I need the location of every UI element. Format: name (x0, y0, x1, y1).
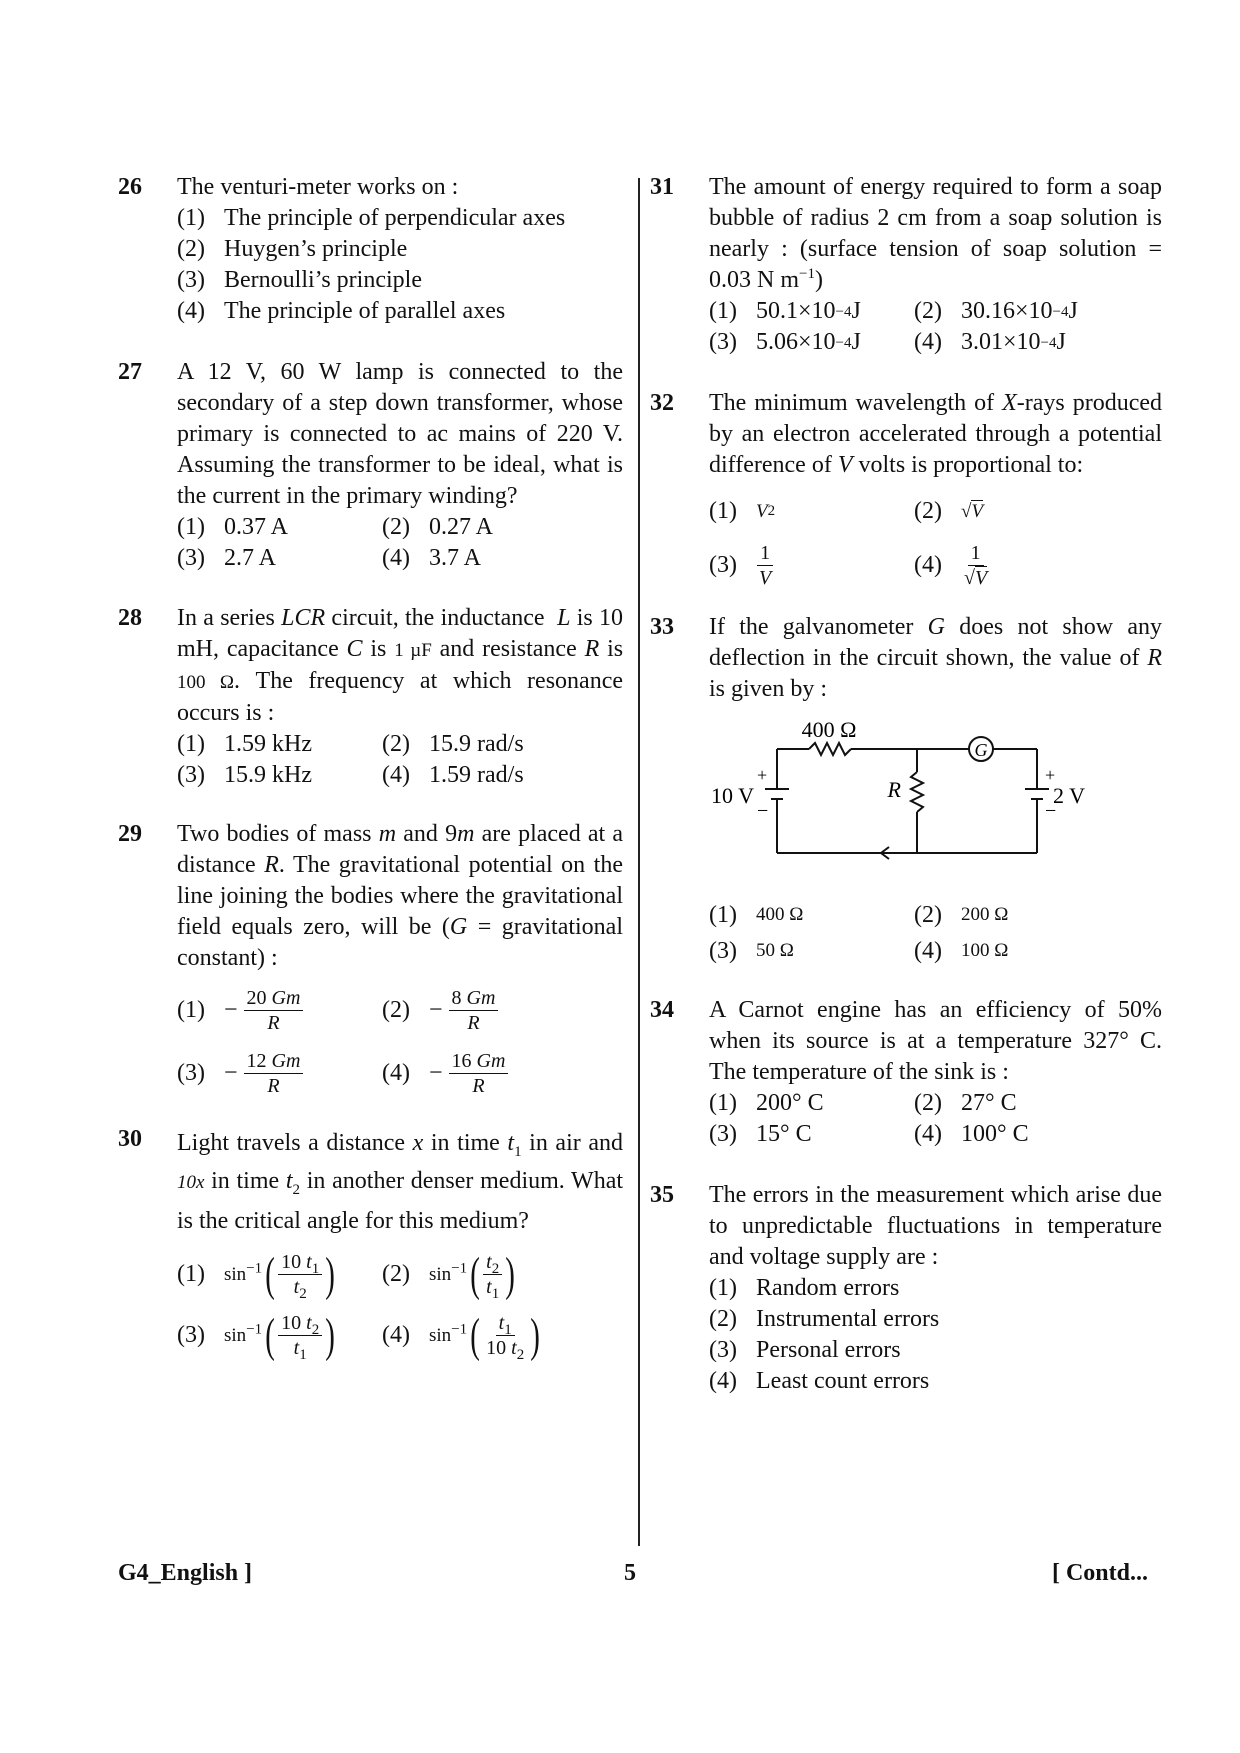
options-grid (177, 512, 623, 574)
minus-left: − (757, 800, 769, 822)
fraction: $\frac{16 Gm}{R}$ (449, 1049, 509, 1098)
option-3[interactable]: (3) 15.9 kHz (177, 762, 312, 788)
option-1[interactable]: (1) 400 Ω (709, 902, 804, 928)
question-number: 29 (118, 821, 142, 847)
question-number: 33 (650, 614, 674, 640)
options-grid (709, 491, 1162, 590)
fraction: $\frac{8 Gm}{R}$ (449, 986, 499, 1035)
option-3[interactable]: (3) 50 Ω (709, 938, 794, 964)
footer-right: [ Contd... (1051, 1560, 1148, 1586)
option-4[interactable]: (4) The principle of parallel axes (177, 298, 506, 324)
option-2[interactable]: (2) Instrumental errors (709, 1306, 940, 1332)
question-number: 34 (650, 997, 674, 1023)
fraction: $\frac{12 Gm}{R}$ (244, 1049, 304, 1098)
option-4[interactable]: (4) 100 Ω (914, 938, 1009, 964)
option-3[interactable]: (3) 15° C (709, 1121, 812, 1147)
option-1[interactable]: (1) 0.37 A (177, 514, 289, 540)
fraction: $\frac{t_1}{10 t_2}$ (486, 1312, 525, 1363)
option-2[interactable]: (2) 30.16×10 −4 J (914, 298, 1078, 324)
question-30 (118, 1124, 624, 1363)
option-3[interactable]: (3) Personal errors (709, 1337, 901, 1363)
question-stem: If the galvanometer G does not show any deflection in the circuit shown, the value of R is given by : (709, 614, 1162, 702)
page-number: 5 (624, 1560, 636, 1586)
option-4[interactable]: (4) − $\frac{16 Gm}{R}$ (382, 1049, 623, 1098)
option-3[interactable]: (3) $\sin^{-1}$ ( $\frac{10 t_2}{t_1}$ ) (177, 1308, 335, 1363)
question-32 (650, 388, 1162, 590)
option-4[interactable]: (4) $\sin^{-1}$ ( $\frac{t_1}{10 t_2}$ ) (382, 1308, 540, 1363)
question-number: 31 (650, 174, 674, 200)
option-2[interactable]: (2) 27° C (914, 1090, 1017, 1116)
question-number: 35 (650, 1182, 674, 1208)
question-26 (118, 172, 623, 327)
options-grid (177, 986, 623, 1098)
question-27 (118, 357, 623, 574)
option-2[interactable]: (2) Huygen’s principle (177, 236, 408, 262)
plus-right: + (1045, 765, 1056, 785)
option-3[interactable]: (3) 5.06×10 −4 J (709, 329, 861, 355)
question-number: 26 (118, 174, 142, 200)
option-4[interactable]: (4) $\frac{1}{√V}$ (914, 541, 1162, 590)
question-stem: Light travels a distance x in time $t_1$ in air and 10x in time $t_2$ in another denser medium. What is the critical angle for this medium? (177, 1130, 624, 1234)
option-2[interactable]: (2) 15.9 rad/s (382, 731, 524, 757)
question-number: 28 (118, 605, 142, 631)
fraction: $\frac{1}{√V}$ (964, 542, 988, 589)
question-stem: Two bodies of mass m and 9m are placed at a distance R. The gravitational potential on the line joining the bodies where the gravitational field equals zero, will be (G = gravitational constant) : (177, 821, 624, 971)
option-4[interactable]: (4) 100° C (914, 1121, 1029, 1147)
options-grid (709, 897, 1162, 969)
question-stem: The errors in the measurement which arise due to unpredictable fluctuations in temperature and voltage supply are : (709, 1182, 1162, 1270)
option-2[interactable]: (2) − $\frac{8 Gm}{R}$ (382, 986, 623, 1035)
options-grid (177, 729, 623, 791)
question-stem: A Carnot engine has an efficiency of 50% when its source is at a temperature 327° C. The temperature of the sink is : (709, 997, 1162, 1085)
battery-right-label: 2 V (1053, 783, 1085, 808)
circuit-diagram (649, 717, 1085, 887)
option-1[interactable]: (1) − $\frac{20 Gm}{R}$ (177, 986, 382, 1035)
question-number: 32 (650, 390, 674, 416)
option-1[interactable]: (1) 200° C (709, 1090, 824, 1116)
question-number: 27 (118, 359, 142, 385)
question-stem: The amount of energy required to form a soap bubble of radius 2 cm from a soap solution is nearly : (surface tension of soap solution = 0.03 N $m^{-1}$) (709, 174, 1162, 293)
options-grid (177, 1247, 623, 1363)
right-column (650, 172, 1162, 1397)
fraction: $\frac{1}{V}$ (759, 542, 772, 589)
option-1[interactable]: (1) 50.1×10 −4 J (709, 298, 861, 324)
option-1[interactable]: (1) Random errors (709, 1275, 900, 1301)
footer-left: G4_English ] (118, 1560, 253, 1586)
option-1[interactable]: (1) The principle of perpendicular axes (177, 205, 566, 231)
option-3[interactable]: (3) − $\frac{12 Gm}{R}$ (177, 1049, 382, 1098)
galvanometer-label: G (974, 740, 988, 760)
question-stem: In a series LCR circuit, the inductance L is 10 mH, capacitance C is 1 µF and resistance R is 100 Ω. The frequency at which resonance occurs is : (177, 605, 624, 726)
option-3[interactable]: (3) Bernoulli’s principle (177, 267, 422, 293)
question-29 (118, 819, 623, 1098)
option-1[interactable]: (1) V 2 (709, 497, 776, 524)
option-4[interactable]: (4) Least count errors (709, 1368, 930, 1394)
column-divider (638, 178, 640, 1546)
option-4[interactable]: (4) 3.7 A (382, 545, 482, 571)
left-column (118, 172, 624, 1363)
option-3[interactable]: (3) 2.7 A (177, 545, 277, 571)
plus-left: + (757, 765, 768, 785)
fraction: $\frac{t_2}{t_1}$ (483, 1250, 502, 1299)
resistor-top-label: 400 Ω (801, 717, 857, 742)
question-31 (650, 172, 1162, 358)
question-28 (118, 603, 623, 791)
options-grid (709, 1088, 1162, 1150)
option-3[interactable]: (3) $\frac{1}{V}$ (709, 541, 914, 590)
option-2[interactable]: (2) 200 Ω (914, 902, 1009, 928)
option-2[interactable]: (2) 0.27 A (382, 514, 494, 540)
question-stem: A 12 V, 60 W lamp is connected to the secondary of a step down transformer, whose primary is connected to ac mains of 220 V. Assuming the transformer to be ideal, what is the current in the primary winding? (177, 359, 623, 509)
option-2[interactable]: (2) $\sin^{-1}$ ( $\frac{t_2}{t_1}$ ) (382, 1247, 515, 1302)
question-35 (650, 1180, 1162, 1397)
question-33 (650, 612, 1162, 969)
option-4[interactable]: (4) 3.01×10 −4 J (914, 329, 1066, 355)
option-1[interactable]: (1) $\sin^{-1}$ ( $\frac{10 t_1}{t_2}$ ) (177, 1247, 335, 1302)
option-2[interactable]: (2) √V (914, 497, 984, 524)
fraction: $\frac{10 t_2}{t_1}$ (278, 1311, 322, 1360)
minus-right: − (1045, 800, 1057, 822)
option-4[interactable]: (4) 1.59 rad/s (382, 762, 524, 788)
battery-left-label: 10 V (711, 783, 754, 808)
fraction: $\frac{10 t_1}{t_2}$ (278, 1250, 322, 1299)
resistor-r-label: R (887, 777, 901, 802)
fraction: $\frac{20 Gm}{R}$ (244, 986, 304, 1035)
option-1[interactable]: (1) 1.59 kHz (177, 731, 312, 757)
options-grid (709, 296, 1162, 358)
question-stem: The minimum wavelength of X-rays produced by an electron accelerated through a potential difference of V volts is proportional to: (709, 390, 1162, 478)
question-stem: The venturi-meter works on : (177, 174, 459, 200)
question-number: 30 (118, 1126, 142, 1152)
question-34 (650, 995, 1162, 1150)
